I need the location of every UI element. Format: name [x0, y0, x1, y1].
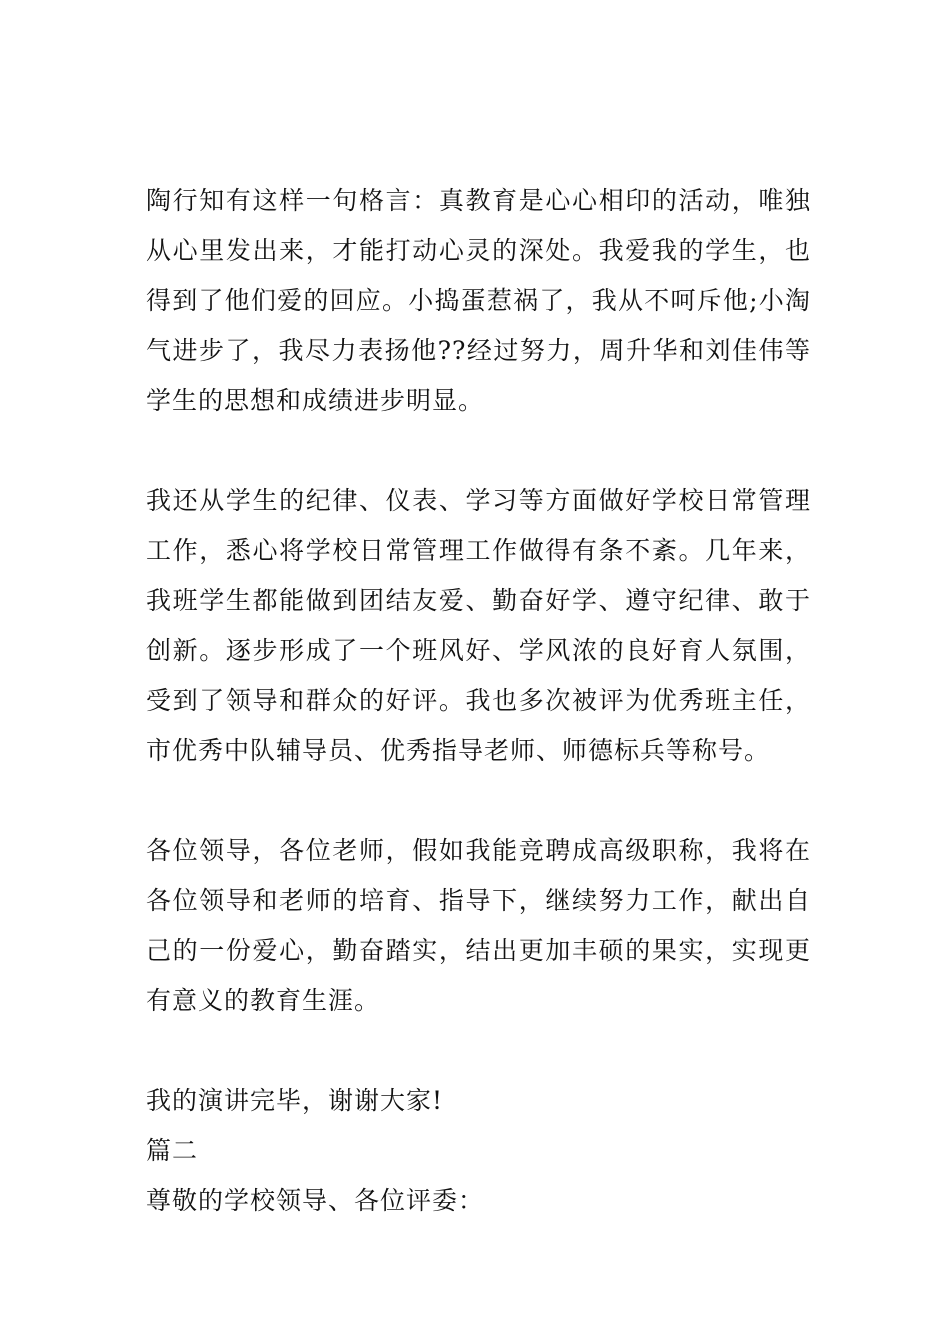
salutation: 尊敬的学校领导、各位评委：	[146, 1186, 485, 1215]
paragraph-promotion-pledge: 各位领导，各位老师，假如我能竞聘成高级职称，我将在各位领导和老师的培育、指导下，继续努力工作，献出自己的一份爱心，勤奋踏实，结出更加丰硕的果实，实现更有意义的教育生涯。	[146, 836, 811, 1015]
section-title: 篇二	[146, 1136, 199, 1165]
document-body	[146, 176, 811, 1226]
paragraph-class-management: 我还从学生的纪律、仪表、学习等方面做好学校日常管理工作，悉心将学校日常管理工作做得有条不紊。几年来，我班学生都能做到团结友爱、勤奋好学、遵守纪律、敢于创新。逐步形成了一个班风好、学风浓的良好育人氛围，受到了领导和群众的好评。我也多次被评为优秀班主任，市优秀中队辅导员、优秀指导老师、师德标兵等称号。	[146, 486, 811, 765]
paragraph-spacer	[146, 426, 811, 476]
paragraph-spacer	[146, 1026, 811, 1076]
paragraph-spacer	[146, 776, 811, 826]
closing-remark: 我的演讲完毕，谢谢大家!	[146, 1086, 444, 1115]
paragraph-teaching-philosophy: 陶行知有这样一句格言：真教育是心心相印的活动，唯独从心里发出来，才能打动心灵的深处。我爱我的学生，也得到了他们爱的回应。小捣蛋惹祸了，我从不呵斥他;小淘气进步了，我尽力表扬他??经过努力，周升华和刘佳伟等学生的思想和成绩进步明显。	[146, 186, 811, 415]
